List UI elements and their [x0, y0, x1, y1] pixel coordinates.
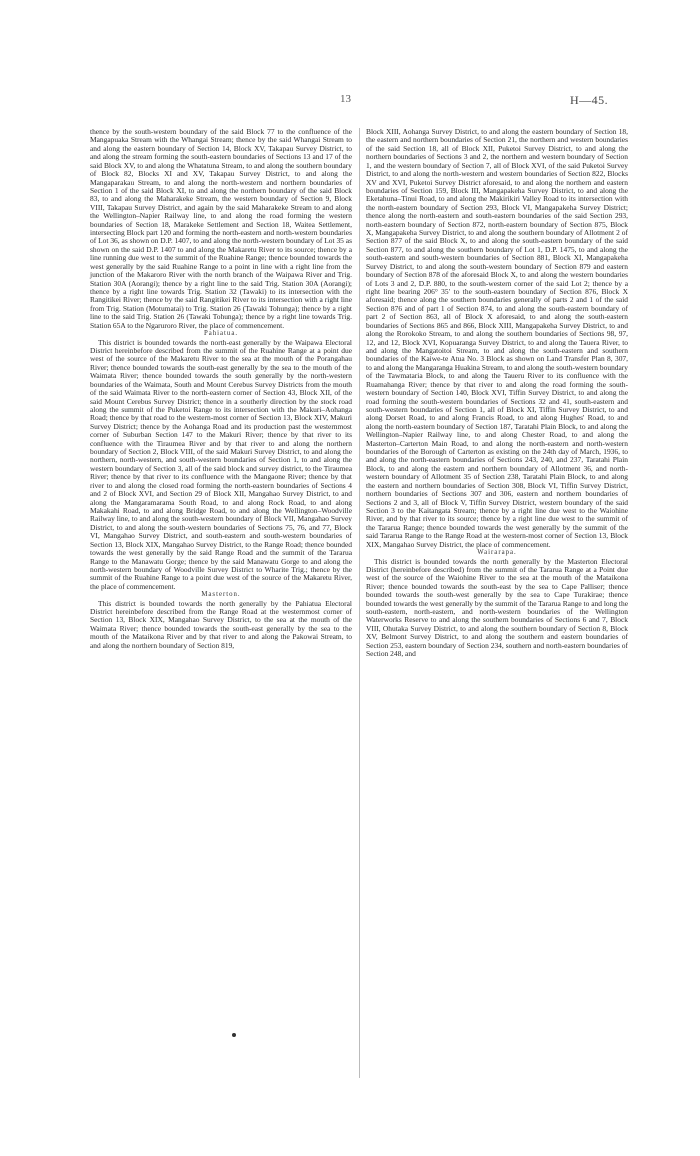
paragraph: This district is bounded towards the north generally by the Masterton Electoral District (hereinbefore described) from the summit of the Tararua Range at a Point due west of the source of the Waiohine River to the sea at the mouth of the Mataikona River; thence bounded towards the south-east by the sea to Cape Palliser; thence bounded towards the south-west generally by the sea to Cape Turakirae; thence bounded towards the west generally by the summit of the Tararua Range to and long the south-eastern, north-eastern, and north-western boundaries of the Wellington Waterworks Reserve to and along the southern boundaries of Sections 6 and 7, Block VIII, Ohutaka Survey District, to and along the southern boundary of Section 8, Block XV, Belmont Survey District, to and along the southern and eastern boundaries of Section 253, eastern boundary of Section 234, southern and north-eastern boundaries of Section 248, and: [366, 556, 628, 659]
column-divider: [359, 128, 360, 1078]
right-column: [366, 128, 628, 659]
paragraph: This district is bounded towards the north generally by the Pahiatua Electoral District hereinbefore described from the Range Road at the westernmost corner of Section 13, Block XIX, Mangahao Survey District, to the sea at the mouth of the Waimata River; thence bounded towards the south-east generally by the sea to the mouth of the Mataikona River and by that river to and along the Pakowai Stream, to and along the northern boundary of Section 819,: [90, 598, 352, 650]
paragraph: Block XIII, Aohanga Survey District, to and along the eastern boundary of Section 18, the eastern and northern boundaries of Section 21, the northern and western boundaries of the said Section 18, all of Block XII, Puketoi Survey District, to and along the northern boundaries of Sections 3 and 2, the northern and western boundary of Section 1, and the western boundary of Section 7, all of Block XVI, of the said Puketoi Survey District, to and along the north-western and western boundaries of Section 822, Blocks XV and XVI, Puketoi Survey District aforesaid, to and along the northern and eastern boundaries of Section 159, Block III, Mangapakeha Survey District, to and along the Eketahuna–Tinui Road, to and along the Makirikiri Valley Road to its intersection with the north-eastern boundary of Section 293, Block VI, Mangapakeha Survey District; thence along the north-eastern and south-eastern boundaries of the said Section 293, north-eastern boundary of Section 872, north-eastern boundary of Section 875, Block X, Mangapakeha Survey District, to and along the southern boundary of Allotment 2 of Section 877 of the said Block X, to and along the south-eastern boundary of the said Section 877, to and along the southern boundary of Lot 1, D.P. 1475, to and along the south-eastern and south-western boundaries of Section 881, Block XI, Mangapakeha Survey District, to and along the south-western boundary of Section 879 and eastern boundary of Section 878 of the aforesaid Block X, to and along the western boundaries of Lots 3 and 2, D.P. 880, to the south-western corner of the said Lot 2; thence by a right line bearing 206° 35′ to the south-eastern boundary of Section 876, Block X aforesaid; thence along the southern boundaries generally of parts 2 and 1 of the said Section 876 and of part 1 of Section 874, to and along the south-eastern boundary of part 2 of Section 863, all of Block X aforesaid, to and along the south-eastern boundaries of Sections 865 and 866, Block XIII, Mangapakeha Survey District, to and along the Rorokoko Stream, to and along the southern boundaries of Sections 98, 97, 12, and 12, Block XVI, Kopuaranga Survey District, to and along the Tauera River, to and along the Mangatoitoi Stream, to and along the south-eastern and southern boundaries of the Kaiwe-te Atua No. 3 Block as shown on Land Transfer Plan 8, 307, to and along the Mangaranga Huakina Stream, to and along the south-western boundary of the Tawmataria Block, to and along the Taueru River to its confluence with the Ruamahanga River; thence by that river to and along the road forming the south-western boundary of Section 140, Block XVI, Tiffin Survey District, to and along the road forming the south-western boundaries of Sections 32 and 41, south-eastern and south-western boundaries of Section 1, all of Block XI, Tiffin Survey District, to and along Dorset Road, to and along Francis Road, to and along Hughes' Road, to and along the north-eastern boundary of Section 187, Taratahi Plain Block, to and along the Wellington–Napier Railway line, to and along Chester Road, to and along the Masterton–Carterton Main Road, to and along the north-eastern and north-western boundaries of the Borough of Carterton as existing on the 24th day of March, 1936, to and along the north-eastern boundaries of Sections 243, 240, and 237, Taratahi Plain Block, to and along the eastern and northern boundary of Allotment 36, and north-western boundary of Allotment 35 of Section 238, Taratahi Plain Block, to and along the eastern and northern boundaries of Section 308, Block VI, Tiffin Survey District, northern boundaries of Sections 307 and 306, eastern and northern boundaries of Sections 2 and 3, all of Block V, Tiffin Survey District, western boundary of the said Section 3 to the Kaitangata Stream; thence by a right line due west to the Waiohine River, and by that river to its source; thence by a right line due west to the summit of the Tararua Range; thence bounded towards the west generally by the summit of the said Tararua Range to the Range Road at the western-most corner of Section 13, Block XIX, Mangahao Survey District, the place of commencement.: [366, 127, 628, 549]
left-column: [90, 128, 352, 650]
page-number: 13: [340, 93, 351, 105]
section-heading-wairarapa: Wairarapa.: [477, 549, 517, 557]
ink-mark: [232, 1033, 236, 1037]
paragraph: thence by the south-western boundary of the said Block 77 to the confluence of the Mangapuaka Stream with the Whangai Stream; thence by the said Whangai Stream to and along the eastern boundary of Section 14, Block XV, Takapau Survey District, to and along the stream forming the south-eastern boundaries of Sections 13 and 17 of the said Block XV, to and along the Whatatuna Stream, to and along the southern boundary of Block 82, Blocks XI and XV, Takapau Survey District, to and along the Mangaparakau Stream, to and along the north-western and northern boundaries of Section 1 of the said Block XI, to and along the northern boundary of the said Block 83, to and along the Maharakeke Stream, the western boundary of Section 9, Block VIII, Takapau Survey District, and again by the said Maharakeke Stream to and along the Wellington–Napier Railway line, to and along the road forming the western boundaries of Section 18, Marakeke Settlement and Section 18, Waitea Settlement, intersecting Block part 120 and forming the north-eastern and north-western boundaries of Lot 36, as shown on D.P. 1407, to and along the north-western boundary of Lot 35 as shown on the said D.P. 1407 to and along the Makaretu River to its source; thence by a line running due west to the summit of the Ruahine Range; thence bounded towards the west generally by the said Ruahine Range to a point in line with a right line from the junction of the Makaroro River with the north branch of the Waipawa River and Trig. Station 30A (Aorangi); thence by a right line to the said Trig. Station 30A (Aorangi); thence by a right line towards Trig. Station 32 (Tawaki) to its intersection with the Rangitikei River; thence by the said Rangitikei River to its intersection with a right line from Trig. Station (Motumatai) to Trig. Station 26 (Tawaki Tohunga); thence by a right line to the said Trig. Station 26 (Tawaki Tohunga); thence by a right line towards Trig. Station 65A to the Ngaruroro River, the place of commencement.: [90, 127, 352, 330]
section-heading-masterton: Masterton.: [201, 591, 241, 599]
page-code: H—45.: [570, 93, 609, 107]
section-heading-pahiatua: Pahiatua.: [203, 330, 239, 338]
paragraph: This district is bounded towards the north-east generally by the Waipawa Electoral District hereinbefore described from the summit of the Ruahine Range at a point due west of the source of the Makaretu River to the sea at the mouth of the Porangahau River; thence bounded towards the south-east generally by the sea to the mouth of the Waimata River; thence bounded towards the south generally by the north-western boundaries of the Waimata, South and Mount Cerebus Survey Districts from the mouth of the said Waimata River to the north-eastern corner of Section 43, Block XII, of the said Mount Cerebus Survey District; thence in a southerly direction by the stock road along the summit of the Puketoi Range to its intersection with the Makuri–Aohanga Road; thence by that road to the western-most corner of Section 13, Block XIV, Makuri Survey District; thence by the Aohanga Road and its production past the westernmost corner of Suburban Section 147 to the Makuri River; thence by that river to its confluence with the Tiraumea River and by that river to and along the northern boundary of Section 2, Block VIII, of the said Makuri Survey District, to and along the northern, north-western, and south-western boundaries of Section 1, to and along the western boundary of Section 3, all of the said block and survey district, to the Tiraumea River; thence by that river to its confluence with the Mangaone River; thence by that river to and along the closed road forming the north-eastern boundaries of Sections 4 and 2 of Block XVI, and Section 29 of Block XII, Mangahao Survey District, to and along the Mangaramarama South Road, to and along Rock Road, to and along Makakahi Road, to and along Bridge Road, to and along the Wellington–Woodville Railway line, to and along the south-western boundary of Block VII, Mangahao Survey District, to and along the south-western boundaries of Sections 75, 76, and 77, Block VI, Mangahao Survey District, and south-eastern and south-western boundaries of Section 13, Block XIX, Mangahao Survey District, to the Range Road; thence bounded towards the west generally by the said Range Road and the summit of the Tararua Range to the Manawatu Gorge; thence by the said Manawatu Gorge to and along the north-western boundary of Woodville Survey District to Wharite Trig.; thence by the summit of the Ruahine Range to a point due west of the source of the Makaretu River, the place of commencement.: [90, 337, 352, 591]
